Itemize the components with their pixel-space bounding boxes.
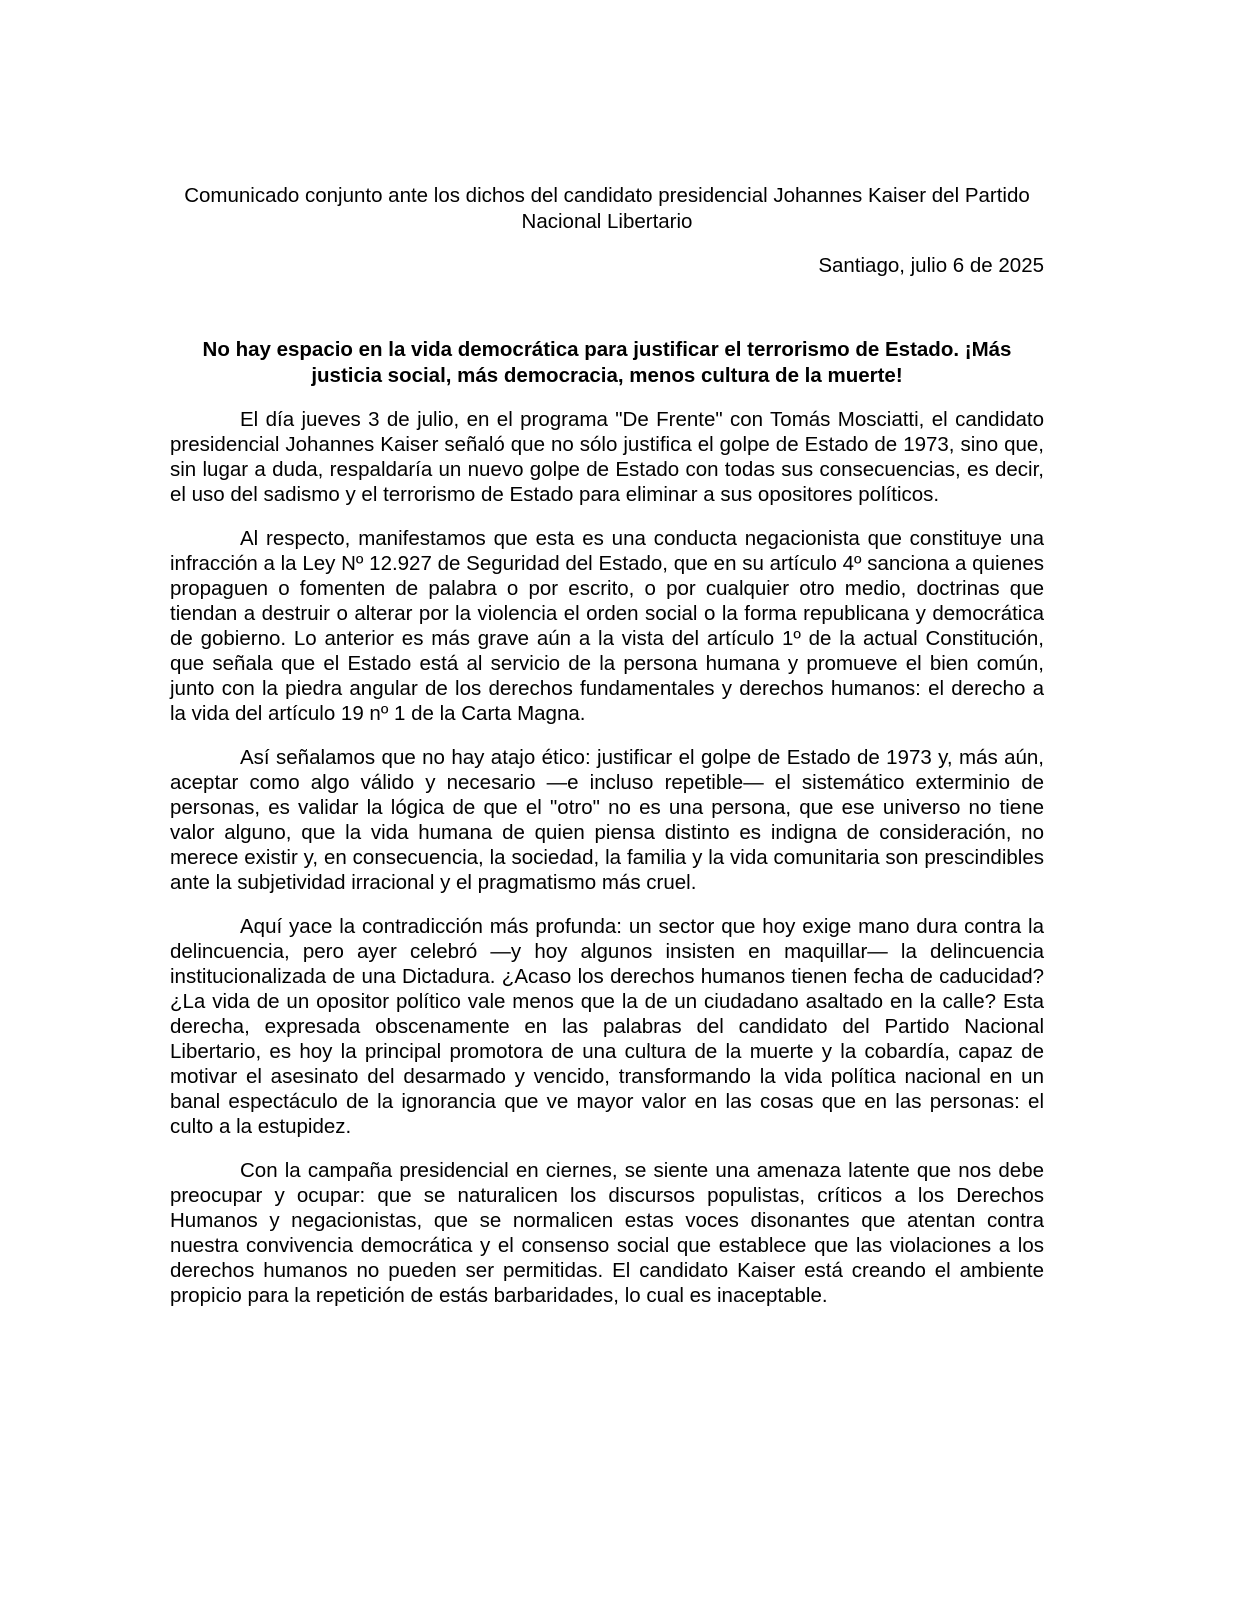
paragraph: Al respecto, manifestamos que esta es una conducta negacionista que constituye una infracción a la Ley Nº 12.927 de Seguridad del Estado, que en su artículo 4º sanciona a quienes propaguen o fomenten de palabra o por escrito, o por cualquier otro medio, doctrinas que tiendan a destruir o alterar por la violencia el orden social o la forma republicana y democrática de gobierno. Lo anterior es más grave aún a la vista del artículo 1º de la actual Constitución, que señala que el Estado está al servicio de la persona humana y promueve el bien común, junto con la piedra angular de los derechos fundamentales y derechos humanos: el derecho a la vida del artículo 19 nº 1 de la Carta Magna.: [170, 527, 1044, 725]
paragraph: Aquí yace la contradicción más profunda: un sector que hoy exige mano dura contra la delincuencia, pero ayer celebró —y hoy algunos insisten en maquillar— la delincuencia institucionalizada de una Dictadura. ¿Acaso los derechos humanos tienen fecha de caducidad? ¿La vida de un opositor político vale menos que la de un ciudadano asaltado en la calle? Esta derecha, expresada obscenamente en las palabras del candidato del Partido Nacional Libertario, es hoy la principal promotora de una cultura de la muerte y la cobardía, capaz de motivar el asesinato del desarmado y vencido, transformando la vida política nacional en un banal espectáculo de la ignorancia que ve mayor valor en las cosas que en las personas: el culto a la estupidez.: [170, 915, 1044, 1138]
document-heading: Comunicado conjunto ante los dichos del candidato presidencial Johannes Kaiser del Partido Nacional Libertario: [184, 184, 1030, 233]
paragraph: Así señalamos que no hay atajo ético: justificar el golpe de Estado de 1973 y, más aún, aceptar como algo válido y necesario —e incluso repetible— el sistemático exterminio de personas, es validar la lógica de que el "otro" no es una persona, que ese universo no tiene valor alguno, que la vida humana de quien piensa distinto es indigna de consideración, no merece existir y, en consecuencia, la sociedad, la familia y la vida comunitaria son prescindibles ante la subjetividad irracional y el pragmatismo más cruel.: [170, 746, 1044, 894]
paragraph: Con la campaña presidencial en ciernes, se siente una amenaza latente que nos debe preocupar y ocupar: que se naturalicen los discursos populistas, críticos a los Derechos Humanos y negacionistas, que se normalicen estas voces disonantes que atentan contra nuestra convivencia democrática y el consenso social que establece que las violaciones a los derechos humanos no pueden ser permitidas. El candidato Kaiser está creando el ambiente propicio para la repetición de estás barbaridades, lo cual es inaceptable.: [170, 1159, 1044, 1307]
document-date: Santiago, julio 6 de 2025: [818, 254, 1044, 277]
paragraph: El día jueves 3 de julio, en el programa "De Frente" con Tomás Mosciatti, el candidato presidencial Johannes Kaiser señaló que no sólo justifica el golpe de Estado de 1973, sino que, sin lugar a duda, respaldaría un nuevo golpe de Estado con todas sus consecuencias, es decir, el uso del sadismo y el terrorismo de Estado para eliminar a sus opositores políticos.: [170, 408, 1044, 506]
document-body: [170, 407, 1044, 1308]
document-page: [170, 183, 1044, 1327]
document-title: No hay espacio en la vida democrática para justificar el terrorismo de Estado. ¡Más justicia social, más democracia, menos cultura de la muerte!: [202, 338, 1012, 387]
